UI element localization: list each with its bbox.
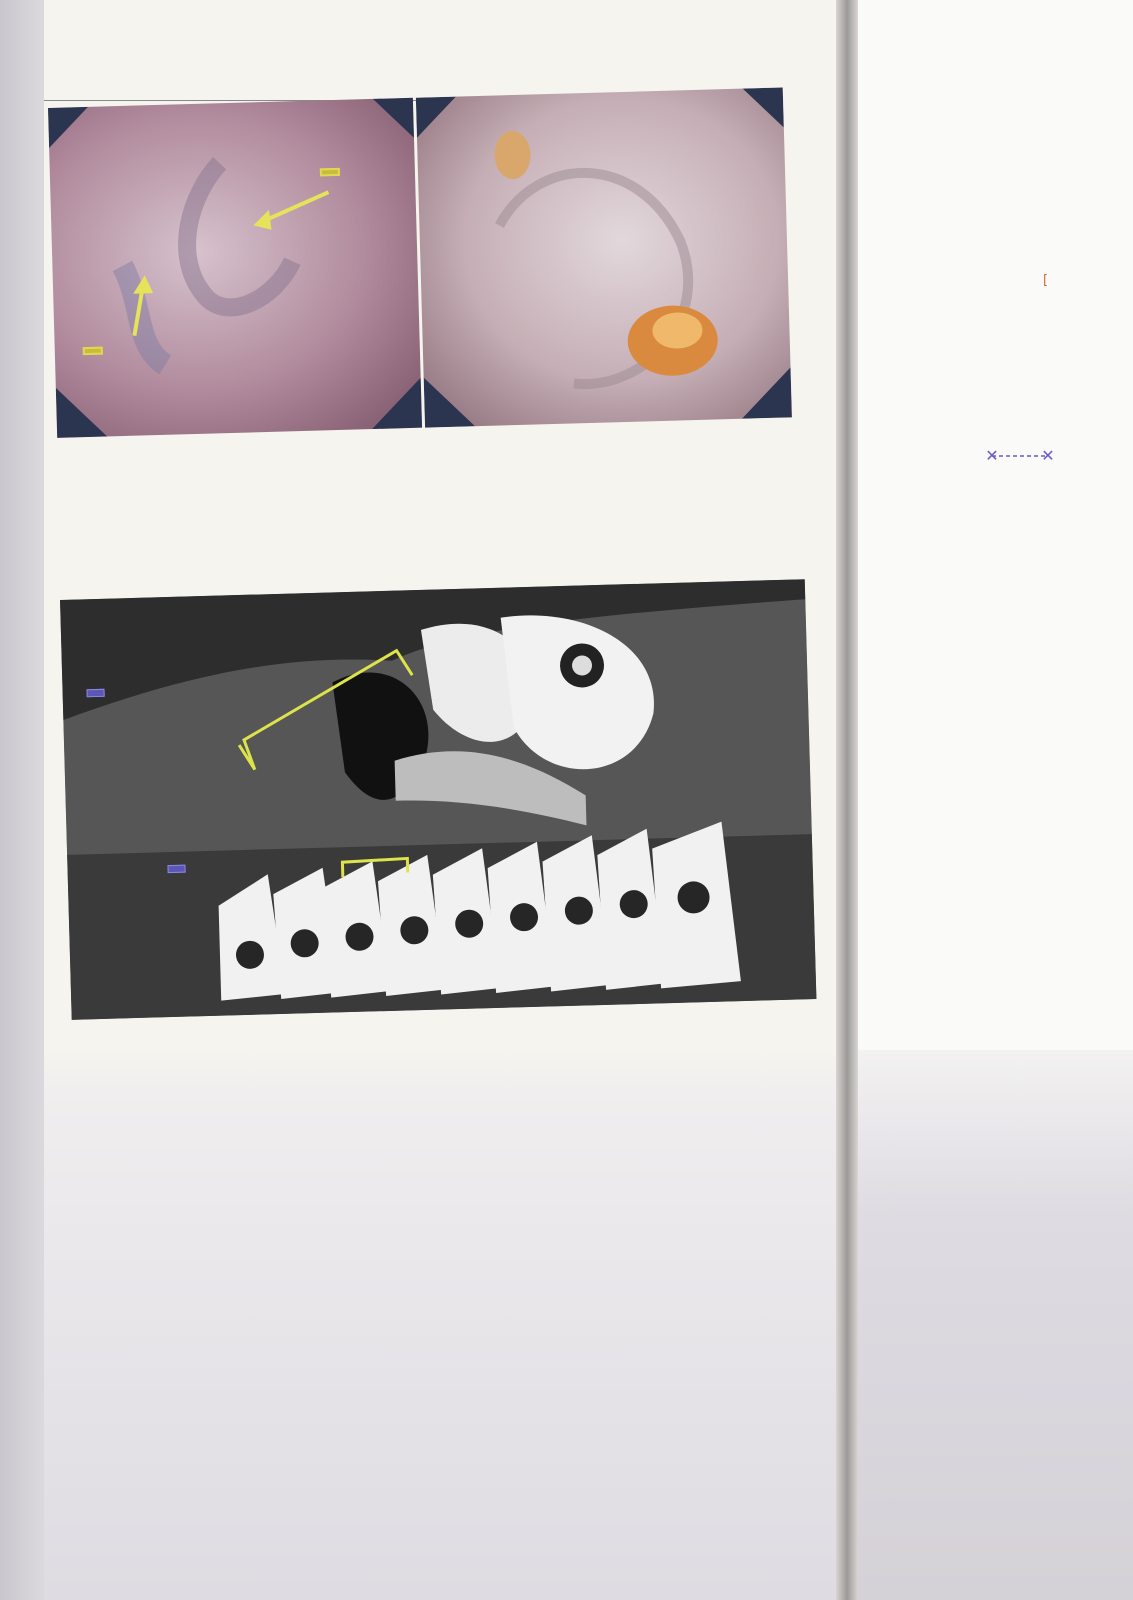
endoscopic-image-left: [48, 98, 422, 438]
label-manubrium: [320, 168, 340, 177]
figure-5-8: [48, 87, 792, 437]
audiogram-marker-125: ✕: [985, 446, 999, 465]
label-posterior-bone-adhesion: [167, 865, 185, 873]
book-gutter: [836, 0, 858, 1600]
audiogram-bone-marker: [: [1043, 273, 1049, 288]
ct-scan-image: [60, 579, 816, 1020]
right-page-lower-fade: [858, 1050, 1133, 1600]
label-curved-narrow-eac: [87, 689, 105, 697]
endoscope-view-right: [416, 87, 792, 427]
audiogram-chart: [880, 150, 1115, 670]
endoscopic-image-right: [416, 87, 792, 427]
figure-5-9: [60, 579, 816, 1020]
audiogram-marker-250: ✕: [1041, 446, 1055, 465]
left-page-lower-fade: [44, 1050, 852, 1600]
label-abnormal-bone-growth: [83, 347, 103, 356]
endoscope-view-left: [48, 98, 422, 438]
left-book-edge: [0, 0, 44, 1600]
